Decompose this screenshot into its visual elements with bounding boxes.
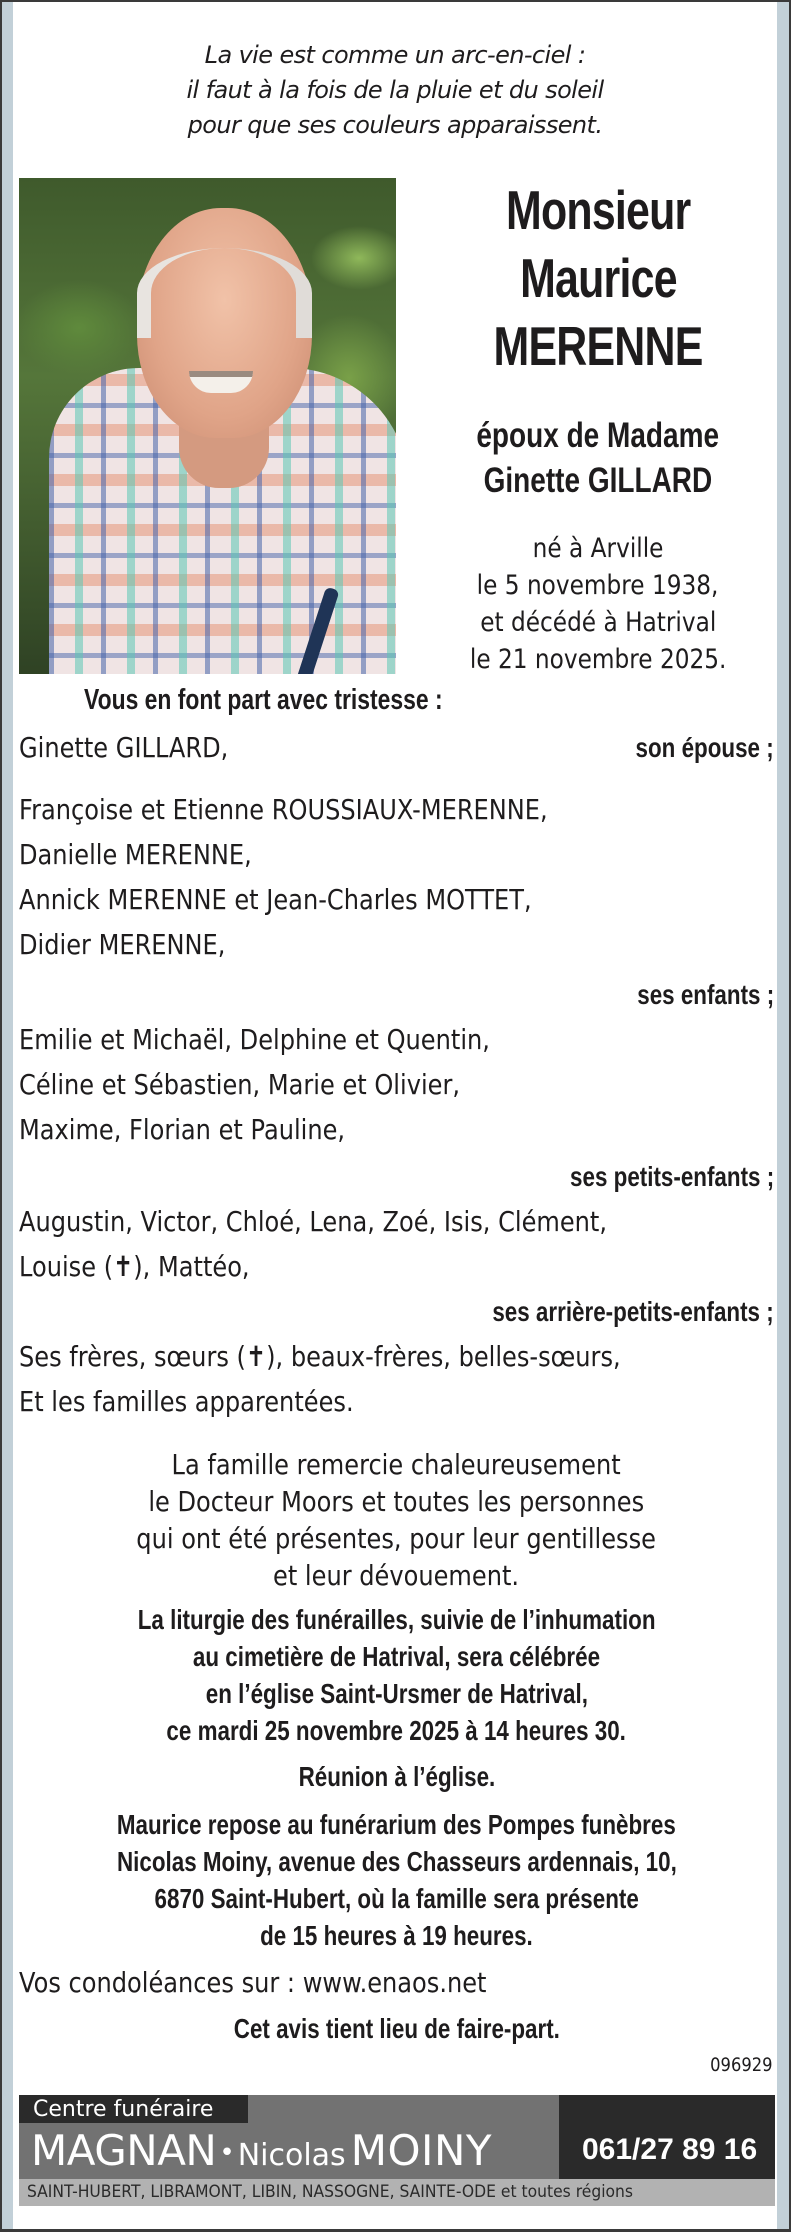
quote-line: La vie est comme un arc-en-ciel : bbox=[204, 41, 586, 69]
thanks-line: qui ont été présentes, pour leur gentillesse bbox=[136, 1522, 657, 1555]
notice-line: Cet avis tient lieu de faire-part. bbox=[233, 2013, 560, 2044]
announcement-heading: Vous en font part avec tristesse : bbox=[84, 684, 443, 716]
relation-label-grandchildren: ses petits-enfants ; bbox=[569, 1161, 774, 1192]
family-name-line: Maxime, Florian et Pauline, bbox=[19, 1113, 346, 1146]
funeral-line: en l’église Saint-Ursmer de Hatrival, bbox=[205, 1678, 588, 1709]
reference-number: 096929 bbox=[710, 2054, 773, 2076]
centre-funeraire-label: Centre funéraire bbox=[33, 2097, 214, 2122]
funeral-line: au cimetière de Hatrival, sera célébrée bbox=[192, 1641, 601, 1672]
birth-place: né à Arville bbox=[532, 533, 664, 564]
funeral-home-banner bbox=[19, 2095, 775, 2202]
family-name-line: Danielle MERENNE, bbox=[19, 838, 252, 871]
family-name-line: Didier MERENNE, bbox=[19, 928, 226, 961]
last-name: MERENNE bbox=[493, 315, 703, 377]
phone-number[interactable]: 061/27 89 16 bbox=[582, 2133, 758, 2166]
condolences-line bbox=[19, 1963, 774, 2003]
visitation-line: Maurice repose au funérarium des Pompes funèbres bbox=[117, 1809, 676, 1840]
birth-death-info bbox=[400, 530, 791, 678]
brand-nicolas: Nicolas bbox=[237, 2138, 346, 2173]
thanks-line: La famille remercie chaleureusement bbox=[171, 1448, 622, 1481]
condolences-label: Vos condoléances sur : bbox=[19, 1966, 303, 1999]
family-name-line: Annick MERENNE et Jean-Charles MOTTET, bbox=[19, 883, 532, 916]
spouse-name: Ginette GILLARD bbox=[483, 461, 713, 500]
quote-line: pour que ses couleurs apparaissent. bbox=[187, 111, 603, 139]
birth-date: le 5 novembre 1938, bbox=[477, 570, 719, 601]
family-name-line: Emilie et Michaël, Delphine et Quentin, bbox=[19, 1023, 490, 1056]
meeting-line: Réunion à l’église. bbox=[298, 1761, 495, 1792]
banner-bg bbox=[248, 2095, 388, 2123]
visitation-line: 6870 Saint-Hubert, où la famille sera présente bbox=[154, 1883, 639, 1914]
deceased-name bbox=[400, 176, 791, 380]
first-name: Maurice bbox=[519, 247, 677, 309]
family-name-line: Ginette GILLARD, bbox=[19, 731, 229, 764]
regions-tail: et toutes régions bbox=[495, 2182, 634, 2202]
funeral-line: ce mardi 25 novembre 2025 à 14 heures 30. bbox=[166, 1715, 627, 1746]
thanks-line: le Docteur Moors et toutes les personnes bbox=[148, 1485, 645, 1518]
condolences-link[interactable]: www.enaos.net bbox=[302, 1966, 487, 1999]
regions-list: SAINT-HUBERT, LIBRAMONT, LIBIN, NASSOGNE, SAINTE-ODE bbox=[27, 2182, 496, 2202]
left-border-strip bbox=[2, 2, 13, 2229]
epigraph-quote bbox=[13, 38, 777, 143]
family-name-line: Ses frères, sœurs (✝), beaux-frères, belles-sœurs, bbox=[19, 1340, 621, 1373]
spouse-info bbox=[400, 413, 791, 503]
funeral-line: La liturgie des funérailles, suivie de l’inhumation bbox=[137, 1604, 656, 1635]
relation-label-spouse: son épouse ; bbox=[635, 732, 774, 763]
family-name-line: Et les familles apparentées. bbox=[19, 1385, 354, 1418]
brand-moiny: MOINY bbox=[350, 2126, 493, 2175]
family-name-line: Céline et Sébastien, Marie et Olivier, bbox=[19, 1068, 461, 1101]
banner-bg bbox=[388, 2095, 559, 2123]
honorific: Monsieur bbox=[505, 179, 691, 241]
visitation-line: Nicolas Moiny, avenue des Chasseurs ardennais, 10, bbox=[116, 1846, 677, 1877]
service-regions bbox=[27, 2179, 689, 2206]
brand-magnan: MAGNAN bbox=[31, 2126, 217, 2175]
visitation-line: de 15 heures à 19 heures. bbox=[260, 1920, 533, 1951]
relation-label-great-grandchildren: ses arrière-petits-enfants ; bbox=[492, 1296, 774, 1327]
thanks-line: et leur dévouement. bbox=[273, 1559, 520, 1592]
family-name-line: Françoise et Etienne ROUSSIAUX-MERENNE, bbox=[19, 793, 548, 826]
death-date: le 21 novembre 2025. bbox=[469, 644, 727, 675]
death-place: et décédé à Hatrival bbox=[479, 607, 717, 638]
spouse-line: époux de Madame bbox=[476, 416, 720, 455]
family-name-line: Augustin, Victor, Chloé, Lena, Zoé, Isis, Clément, bbox=[19, 1205, 608, 1238]
family-name-line: Louise (✝), Mattéo, bbox=[19, 1250, 250, 1283]
bullet-dot-icon: • bbox=[219, 2138, 235, 2168]
photo-hair-shape bbox=[137, 248, 312, 338]
quote-line: il faut à la fois de la pluie et du soleil bbox=[186, 76, 604, 104]
portrait-photo bbox=[19, 178, 396, 674]
relation-label-children: ses enfants ; bbox=[637, 979, 774, 1010]
